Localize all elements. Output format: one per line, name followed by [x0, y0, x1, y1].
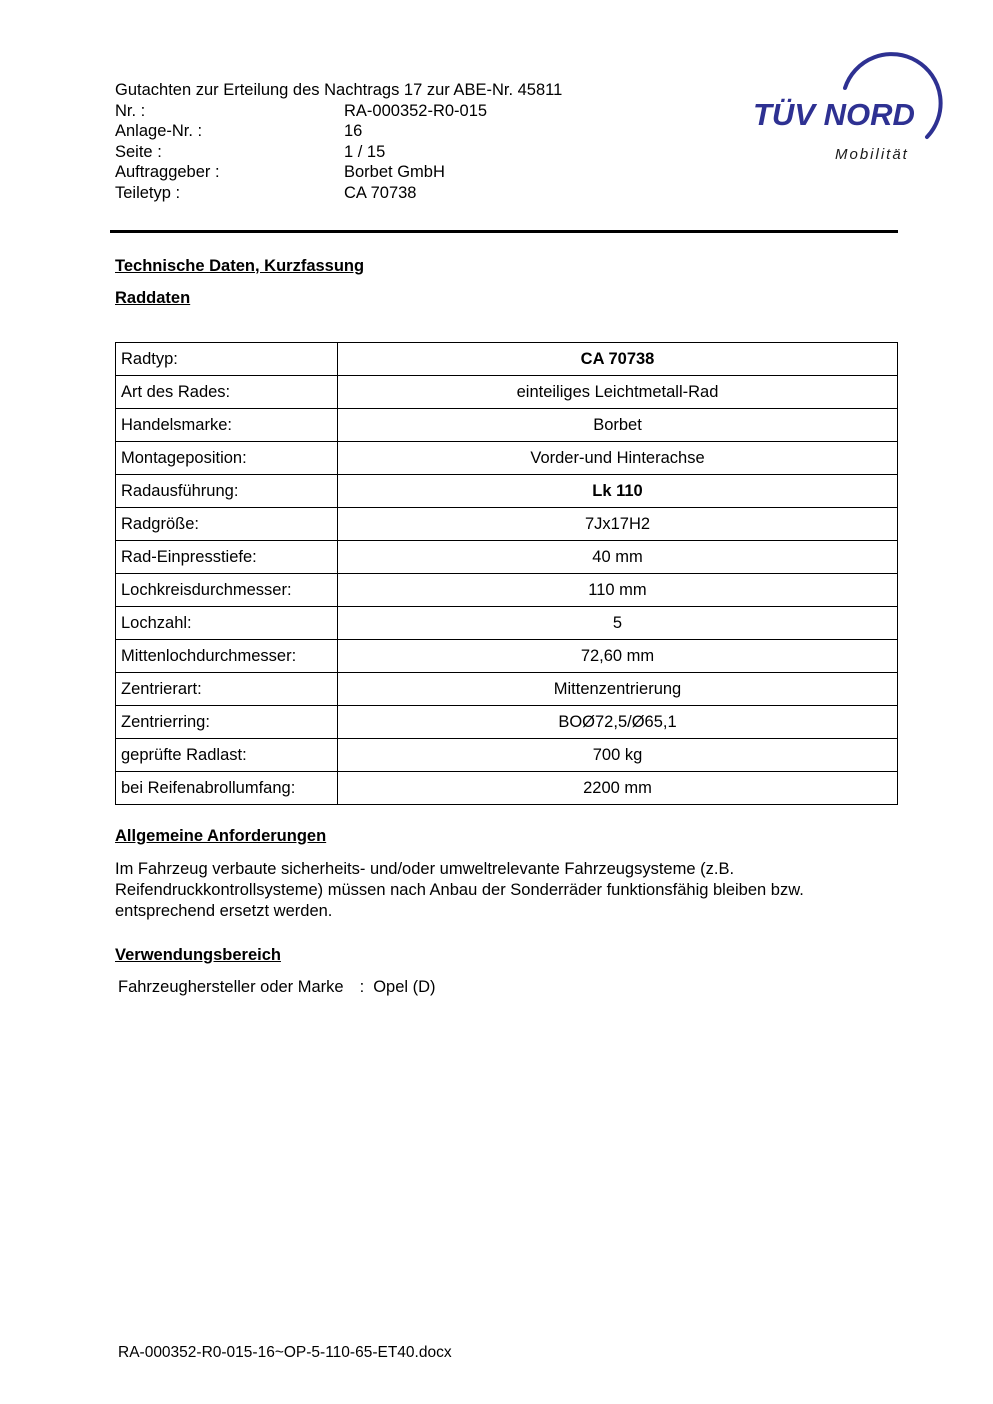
header-field-teiletyp	[115, 183, 898, 204]
header-field-value: 16	[344, 122, 363, 140]
table-row	[116, 640, 898, 673]
table-row	[116, 706, 898, 739]
table-row	[116, 541, 898, 574]
row-label: Radtyp:	[116, 343, 338, 376]
vehicle-make-colon: :	[359, 978, 365, 996]
row-value: 700 kg	[338, 739, 898, 772]
wheel-data-table	[115, 342, 898, 805]
vehicle-make-label: Fahrzeughersteller oder Marke	[118, 978, 344, 996]
table-row	[116, 376, 898, 409]
row-value: Lk 110	[338, 475, 898, 508]
row-label: Radausführung:	[116, 475, 338, 508]
header-field-value: Borbet GmbH	[344, 163, 445, 181]
header-divider-rule	[110, 230, 898, 233]
row-label: geprüfte Radlast:	[116, 739, 338, 772]
requirements-paragraph: Im Fahrzeug verbaute sicherheits- und/oder umweltrelevante Fahrzeugsysteme (z.B. Reifendruckkontrollsysteme) müssen nach Anbau der Sonderräder funktionsfähig bleiben bzw. entsprechend ersetzt werden.	[115, 859, 804, 920]
logo-subtitle: Mobilität	[835, 146, 909, 163]
row-value: 2200 mm	[338, 772, 898, 805]
row-value: Mittenzentrierung	[338, 673, 898, 706]
row-label: Handelsmarke:	[116, 409, 338, 442]
header-field-anlage-nr	[115, 121, 898, 142]
table-row	[116, 343, 898, 376]
table-row	[116, 475, 898, 508]
header-field-label: Seite :	[115, 142, 162, 161]
row-label: Zentrierring:	[116, 706, 338, 739]
row-value: Vorder-und Hinterachse	[338, 442, 898, 475]
row-label: Mittenlochdurchmesser:	[116, 640, 338, 673]
row-value: 40 mm	[338, 541, 898, 574]
section-heading-allgemeine-anforderungen: Allgemeine Anforderungen	[115, 827, 327, 845]
brand-wordmark: TÜV NORD	[753, 97, 915, 132]
table-row	[116, 772, 898, 805]
row-value: 5	[338, 607, 898, 640]
table-row	[116, 739, 898, 772]
section-heading-raddaten: Raddaten	[115, 288, 191, 307]
header-field-value: RA-000352-R0-015	[344, 101, 488, 120]
table-row	[116, 508, 898, 541]
vehicle-make-value: Opel (D)	[373, 978, 436, 996]
section-heading-technische-daten: Technische Daten, Kurzfassung	[115, 257, 365, 275]
header-field-nr	[115, 101, 898, 122]
table-row	[116, 442, 898, 475]
document-title: Gutachten zur Erteilung des Nachtrags 17 zur ABE-Nr. 45811	[115, 81, 563, 99]
row-value: BOØ72,5/Ø65,1	[338, 706, 898, 739]
row-label: Art des Rades:	[116, 376, 338, 409]
section-heading-verwendungsbereich: Verwendungsbereich	[115, 945, 281, 964]
document-header	[115, 0, 898, 203]
row-value: 7Jx17H2	[338, 508, 898, 541]
row-label: Zentrierart:	[116, 673, 338, 706]
header-field-label: Nr. :	[115, 101, 146, 120]
row-value: 72,60 mm	[338, 640, 898, 673]
header-field-label: Anlage-Nr. :	[115, 122, 203, 140]
row-value: CA 70738	[338, 343, 898, 376]
row-label: Radgröße:	[116, 508, 338, 541]
table-row	[116, 409, 898, 442]
row-value: Borbet	[338, 409, 898, 442]
vehicle-make-line	[115, 977, 898, 998]
table-row	[116, 673, 898, 706]
header-field-auftraggeber	[115, 162, 898, 183]
row-label: bei Reifenabrollumfang:	[116, 772, 338, 805]
row-label: Lochkreisdurchmesser:	[116, 574, 338, 607]
row-label: Montageposition:	[116, 442, 338, 475]
header-field-label: Auftraggeber :	[115, 163, 220, 181]
row-label: Lochzahl:	[116, 607, 338, 640]
row-label: Rad-Einpresstiefe:	[116, 541, 338, 574]
row-value: 110 mm	[338, 574, 898, 607]
header-field-seite	[115, 142, 898, 163]
header-field-value: CA 70738	[344, 183, 417, 202]
footer-filename: RA-000352-R0-015-16~OP-5-110-65-ET40.docx	[118, 1344, 452, 1361]
table-row	[116, 607, 898, 640]
table-row	[116, 574, 898, 607]
header-field-label: Teiletyp :	[115, 183, 181, 202]
row-value: einteiliges Leichtmetall-Rad	[338, 376, 898, 409]
header-field-value: 1 / 15	[344, 142, 386, 161]
